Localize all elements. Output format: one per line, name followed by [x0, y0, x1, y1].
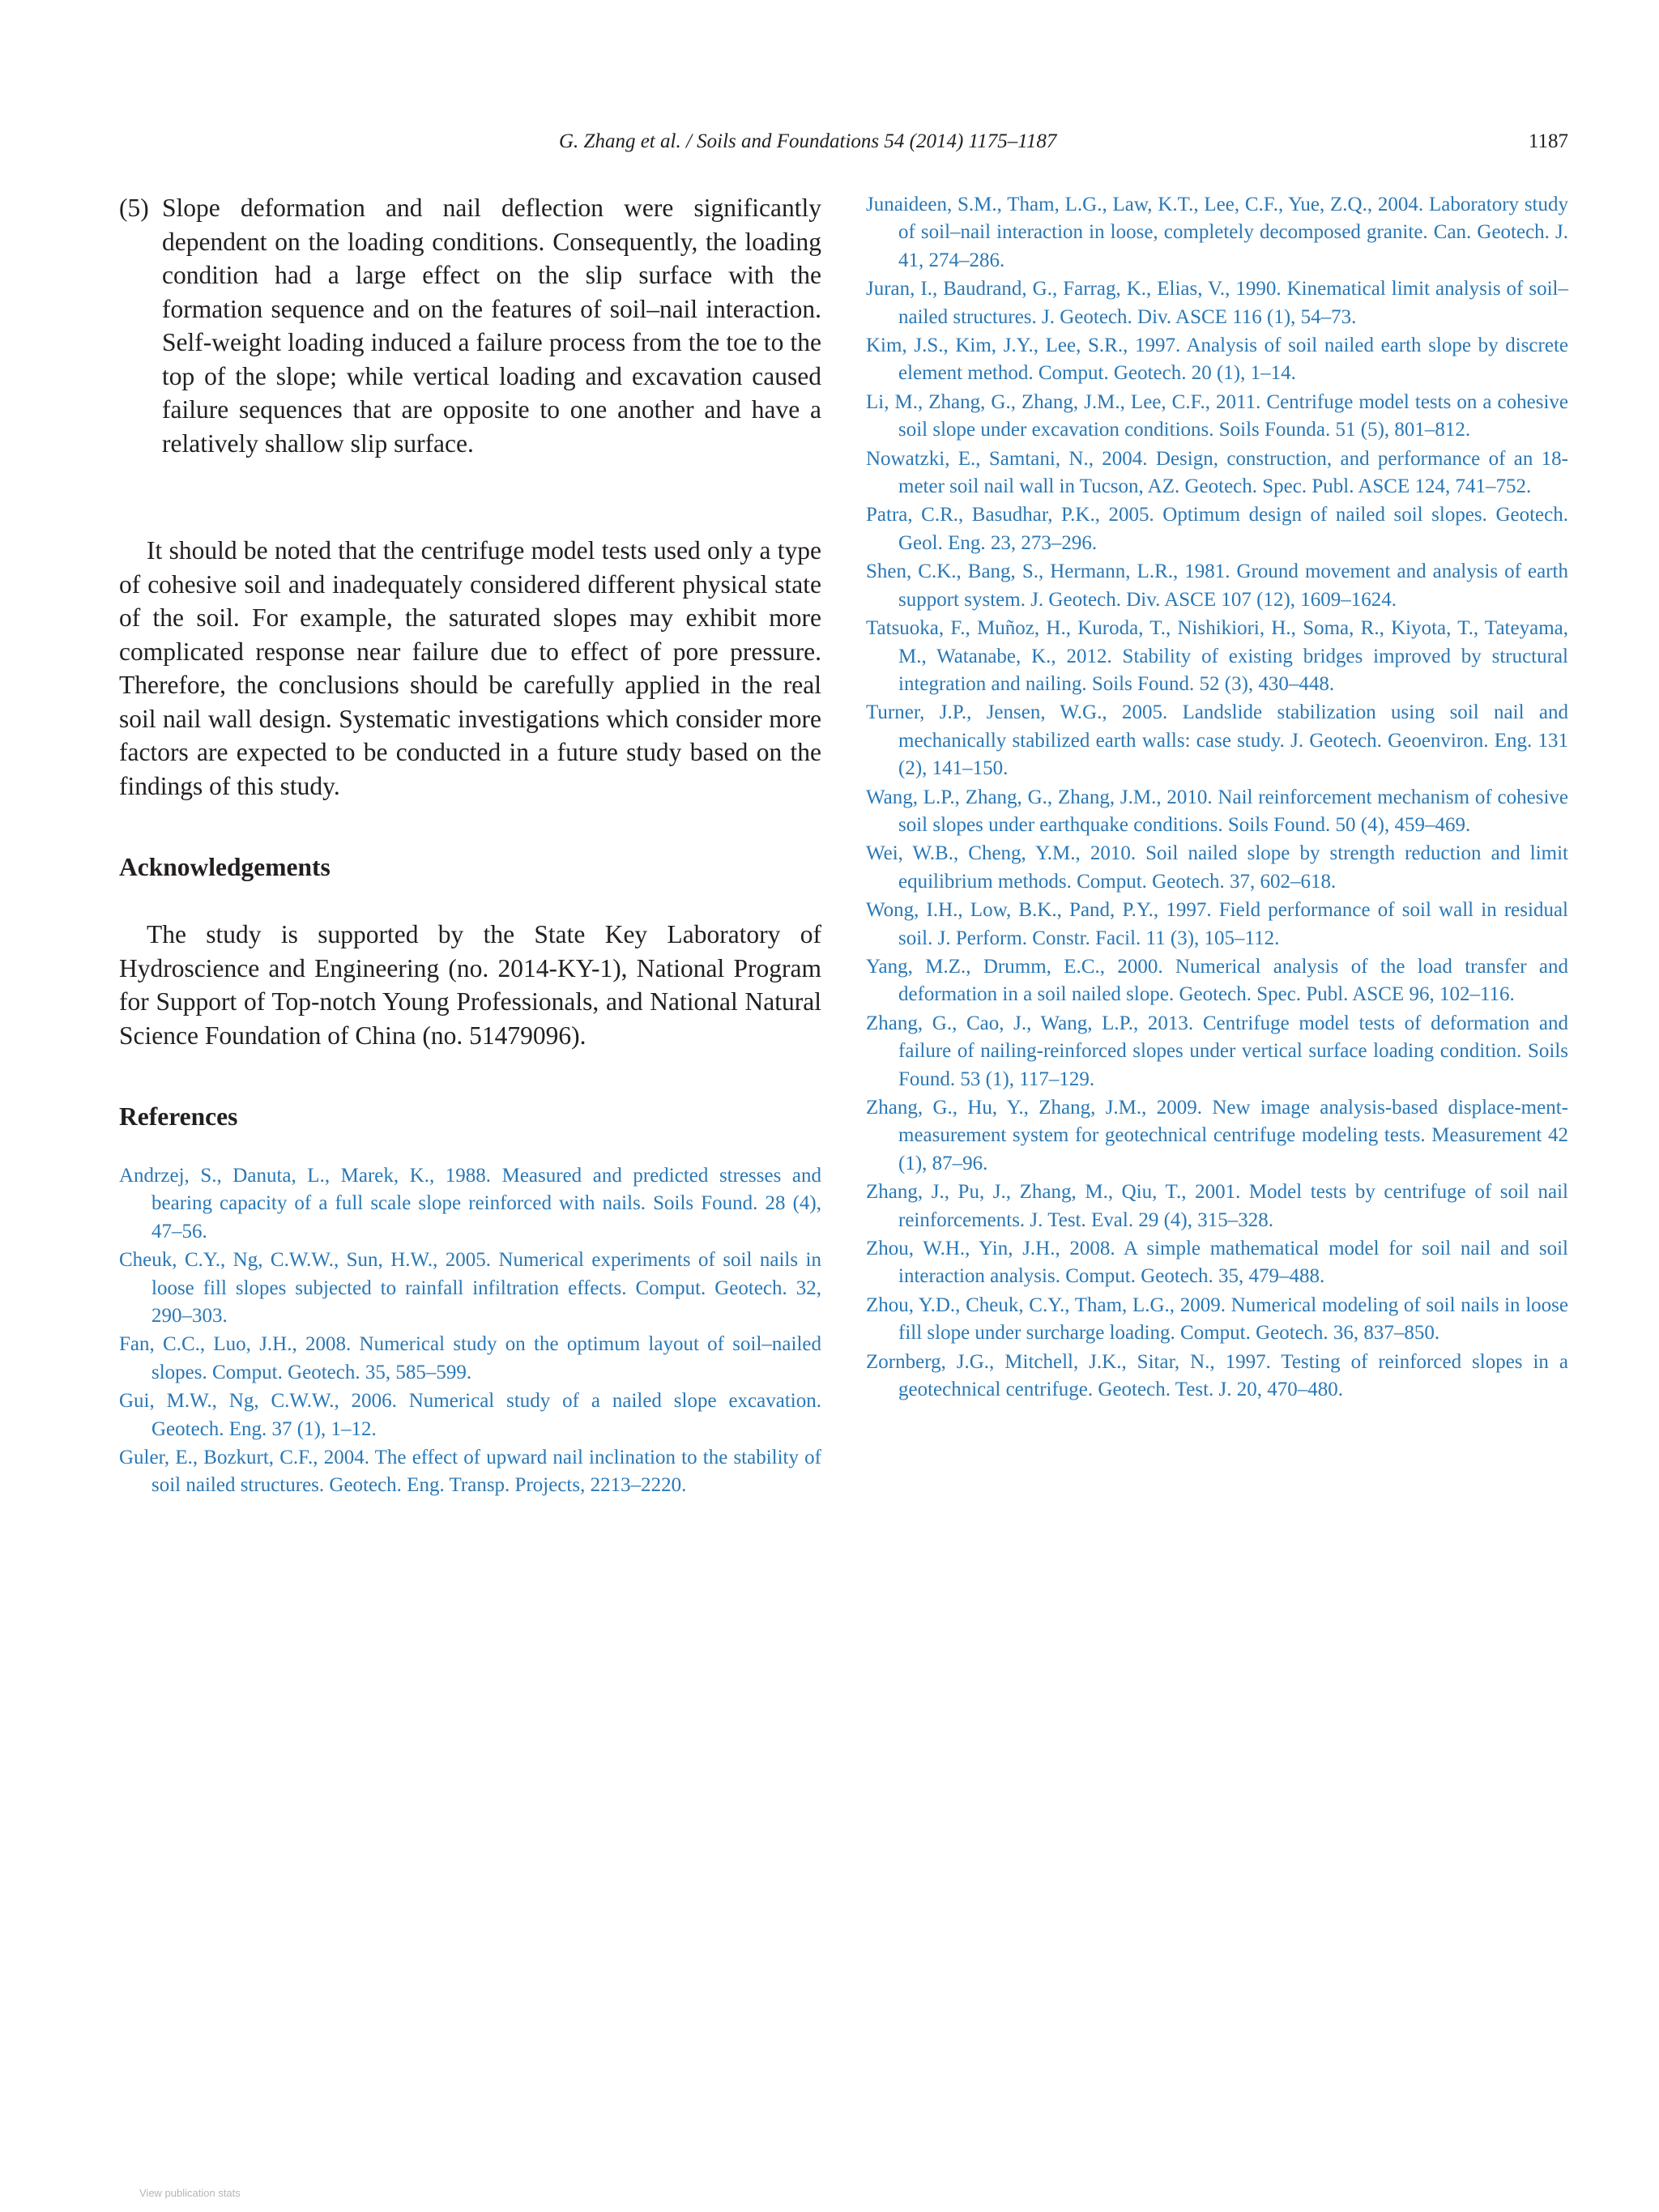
acknowledgements-heading: Acknowledgements: [119, 853, 331, 881]
conclusion-text: Slope deformation and nail deflection were significantly dependent on the loading conditions. Consequently, the loading condition had a large effect on the slip surface with the formation sequence and on the features of soil–nail interaction. Self-weight loading induced a failure process from the toe to the top of the slope; while vertical loading and excavation caused failure sequences that are opposite to one another and have a relatively shallow slip surface.: [162, 194, 821, 458]
journal-citation: G. Zhang et al. / Soils and Foundations 54 (2014) 1175–1187: [559, 130, 1057, 152]
reference-item[interactable]: Zhang, G., Cao, J., Wang, L.P., 2013. Centrifuge model tests of deformation and failure of nailing-reinforced slopes under vertical surface loading condition. Soils Found. 53 (1), 117–129.: [866, 1012, 1568, 1090]
reference-item[interactable]: Zhang, J., Pu, J., Zhang, M., Qiu, T., 2001. Model tests by centrifuge of soil nail reinforcements. J. Test. Eval. 29 (4), 315–328.: [866, 1181, 1568, 1231]
reference-item[interactable]: Andrzej, S., Danuta, L., Marek, K., 1988. Measured and predicted stresses and bearing capacity of a full scale slope reinforced with nails. Soils Found. 28 (4), 47–56.: [119, 1165, 821, 1242]
reference-item[interactable]: Junaideen, S.M., Tham, L.G., Law, K.T., Lee, C.F., Yue, Z.Q., 2004. Laboratory study of soil–nail interaction in loose, completely decomposed granite. Can. Geotech. J. 41, 274–286.: [866, 194, 1568, 271]
reference-item[interactable]: Zhou, W.H., Yin, J.H., 2008. A simple mathematical model for soil nail and soil interaction analysis. Comput. Geotech. 35, 479–488.: [866, 1238, 1568, 1288]
conclusion-item-5: [119, 191, 821, 460]
reference-item[interactable]: Nowatzki, E., Samtani, N., 2004. Design, construction, and performance of an 18-meter soil nail wall in Tucson, AZ. Geotech. Spec. Publ. ASCE 124, 741–752.: [866, 447, 1568, 498]
view-publication-stats-link[interactable]: View publication stats: [139, 2187, 241, 2199]
reference-item[interactable]: Tatsuoka, F., Muñoz, H., Kuroda, T., Nishikiori, H., Soma, R., Kiyota, T., Tateyama, M., Watanabe, K., 2012. Stability of existing bridges improved by structural integration and nailing. Soils Found. 52 (3), 430–448.: [866, 617, 1568, 695]
reference-item[interactable]: Cheuk, C.Y., Ng, C.W.W., Sun, H.W., 2005. Numerical experiments of soil nails in loose fill slopes subjected to rainfall infiltration effects. Comput. Geotech. 32, 290–303.: [119, 1249, 821, 1328]
reference-item[interactable]: Zhou, Y.D., Cheuk, C.Y., Tham, L.G., 2009. Numerical modeling of soil nails in loose fill slope under surcharge loading. Comput. Geotech. 36, 837–850.: [866, 1294, 1568, 1345]
reference-list-left: [119, 1162, 821, 1500]
reference-item[interactable]: Juran, I., Baudrand, G., Farrag, K., Elias, V., 1990. Kinematical limit analysis of soil–nailed structures. J. Geotech. Div. ASCE 116 (1), 54–73.: [866, 278, 1568, 328]
references-heading: References: [119, 1102, 238, 1131]
reference-item[interactable]: Guler, E., Bozkurt, C.F., 2004. The effect of upward nail inclination to the stability of soil nailed structures. Geotech. Eng. Transp. Projects, 2213–2220.: [119, 1447, 821, 1497]
reference-item[interactable]: Kim, J.S., Kim, J.Y., Lee, S.R., 1997. Analysis of soil nailed earth slope by discrete element method. Comput. Geotech. 20 (1), 1–14.: [866, 335, 1568, 385]
left-column: [119, 191, 821, 1501]
reference-item[interactable]: Fan, C.C., Luo, J.H., 2008. Numerical study on the optimum layout of soil–nailed slopes. Comput. Geotech. 35, 585–599.: [119, 1333, 821, 1383]
reference-item[interactable]: Wang, L.P., Zhang, G., Zhang, J.M., 2010. Nail reinforcement mechanism of cohesive soil slopes under earthquake conditions. Soils Found. 50 (4), 459–469.: [866, 786, 1568, 836]
reference-item[interactable]: Shen, C.K., Bang, S., Hermann, L.R., 1981. Ground movement and analysis of earth support system. J. Geotech. Div. ASCE 107 (12), 1609–1624.: [866, 560, 1568, 611]
reference-item[interactable]: Zhang, G., Hu, Y., Zhang, J.M., 2009. New image analysis-based displace-ment-measurement system for geotechnical centrifuge modeling tests. Measurement 42 (1), 87–96.: [866, 1097, 1568, 1174]
conclusion-number: (5): [119, 194, 149, 222]
reference-item[interactable]: Zornberg, J.G., Mitchell, J.K., Sitar, N., 1997. Testing of reinforced slopes in a geotechnical centrifuge. Geotech. Test. J. 20, 470–480.: [866, 1350, 1568, 1401]
reference-list-right: [866, 191, 1568, 1404]
reference-item[interactable]: Patra, C.R., Basudhar, P.K., 2005. Optimum design of nailed soil slopes. Geotech. Geol. Eng. 23, 273–296.: [866, 504, 1568, 554]
reference-item[interactable]: Wei, W.B., Cheng, Y.M., 2010. Soil nailed slope by strength reduction and limit equilibrium methods. Comput. Geotech. 37, 602–618.: [866, 842, 1568, 893]
closing-paragraph: It should be noted that the centrifuge model tests used only a type of cohesive soil and inadequately considered different physical state of the soil. For example, the saturated slopes may exhibit more complicated response near failure due to effect of pore pressure. Therefore, the conclusions should be carefully applied in the real soil nail wall design. Systematic investigations which consider more factors are expected to be conducted in a future study based on the findings of this study.: [119, 536, 821, 800]
acknowledgements-text: The study is supported by the State Key Laboratory of Hydroscience and Engineering (no. 2014-KY-1), National Program for Support of Top-notch Young Professionals, and National Natural Science Foundation of China (no. 51479096).: [119, 920, 821, 1050]
reference-item[interactable]: Turner, J.P., Jensen, W.G., 2005. Landslide stabilization using soil nail and mechanically stabilized earth walls: case study. J. Geotech. Geoenviron. Eng. 131 (2), 141–150.: [866, 701, 1568, 780]
reference-item[interactable]: Li, M., Zhang, G., Zhang, J.M., Lee, C.F., 2011. Centrifuge model tests on a cohesive soil slope under excavation conditions. Soils Founda. 51 (5), 801–812.: [866, 390, 1568, 441]
reference-item[interactable]: Wong, I.H., Low, B.K., Pand, P.Y., 1997. Field performance of soil wall in residual soil. J. Perform. Constr. Facil. 11 (3), 105–112.: [866, 899, 1568, 949]
reference-item[interactable]: Gui, M.W., Ng, C.W.W., 2006. Numerical study of a nailed slope excavation. Geotech. Eng. 37 (1), 1–12.: [119, 1390, 821, 1440]
right-column: [866, 191, 1568, 1404]
reference-item[interactable]: Yang, M.Z., Drumm, E.C., 2000. Numerical analysis of the load transfer and deformation in a soil nailed slope. Geotech. Spec. Publ. ASCE 96, 102–116.: [866, 955, 1568, 1006]
page-number: 1187: [1528, 130, 1568, 152]
